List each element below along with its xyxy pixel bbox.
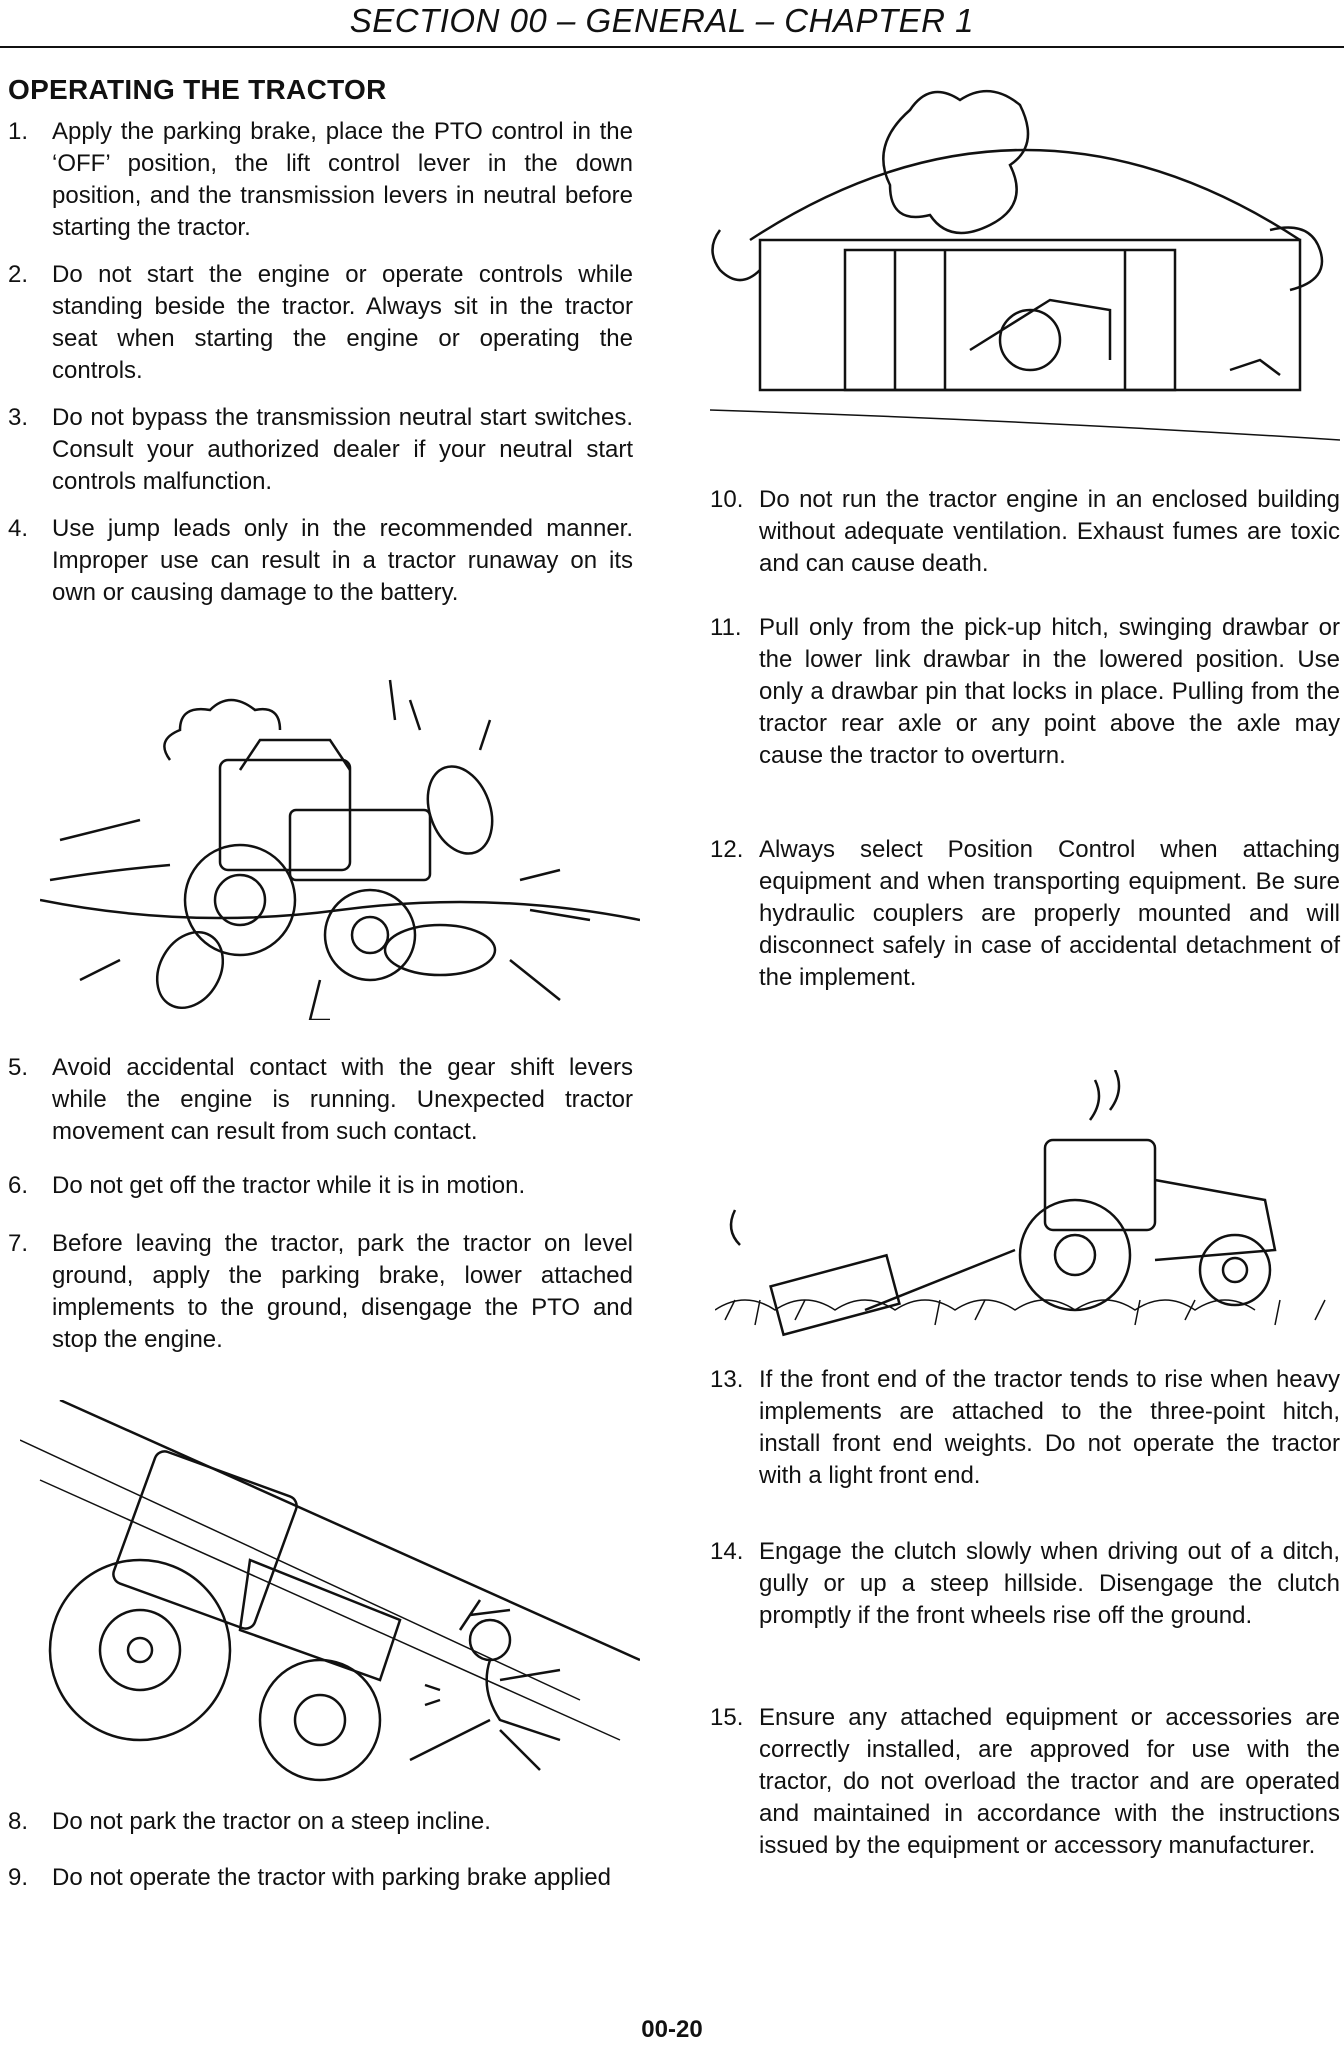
tractor-implement-icon: [715, 1070, 1340, 1350]
header-title: SECTION 00 – GENERAL – CHAPTER 1: [349, 2, 974, 39]
instruction-item-10: [710, 484, 1340, 580]
instruction-item-4: [8, 513, 633, 609]
instruction-item-1: [8, 116, 633, 244]
section-heading: OPERATING THE TRACTOR: [8, 74, 387, 105]
instruction-item-6: [8, 1170, 633, 1202]
item-number: 6.: [8, 1172, 29, 1199]
item-number: 5.: [8, 1054, 29, 1081]
tractor-crash-illustration: [40, 660, 640, 1020]
instruction-item-15: [710, 1702, 1340, 1862]
tractor-field-illustration: [715, 1070, 1340, 1350]
barn-smoke-icon: [710, 80, 1340, 460]
item-text: Engage the clutch slowly when driving out of a ditch, gully or up a steep hillside. Disengage the clutch promptly if the front wheels rise off the ground.: [759, 1538, 1340, 1629]
instruction-item-5: [8, 1052, 633, 1148]
item-number: 14.: [710, 1538, 744, 1565]
item-text: Apply the parking brake, place the PTO control in the ‘OFF’ position, the lift control lever in the down position, and the transmission levers in neutral before starting the tractor.: [52, 118, 633, 241]
instruction-item-13: [710, 1364, 1340, 1492]
item-number: 3.: [8, 404, 29, 431]
item-text: Use jump leads only in the recommended manner. Improper use can result in a tractor runaway on its own or causing damage to the battery.: [52, 515, 633, 606]
item-text: Do not operate the tractor with parking brake applied: [52, 1864, 611, 1891]
item-number: 8.: [8, 1808, 29, 1835]
item-text: Do not bypass the transmission neutral start switches. Consult your authorized dealer if your neutral start controls malfunction.: [52, 404, 633, 495]
page-number: 00-20: [641, 2016, 703, 2043]
item-text: If the front end of the tractor tends to rise when heavy implements are attached to the three-point hitch, install front end weights. Do not operate the tractor with a light front end.: [759, 1366, 1340, 1489]
item-text: Before leaving the tractor, park the tractor on level ground, apply the parking brake, lower attached implements to the ground, disengage the PTO and stop the engine.: [52, 1230, 633, 1353]
item-text: Do not run the tractor engine in an enclosed building without adequate ventilation. Exhaust fumes are toxic and can cause death.: [759, 486, 1340, 577]
item-number: 10.: [710, 486, 744, 513]
instruction-item-7: [8, 1228, 633, 1356]
item-number: 15.: [710, 1704, 744, 1731]
item-text: Do not park the tractor on a steep incline.: [52, 1808, 491, 1835]
item-number: 9.: [8, 1864, 29, 1891]
runaway-tractor-icon: [20, 1400, 640, 1820]
instruction-item-8: [8, 1806, 633, 1838]
item-number: 11.: [710, 614, 742, 641]
item-text: Do not get off the tractor while it is in motion.: [52, 1172, 526, 1199]
item-text: Do not start the engine or operate controls while standing beside the tractor. Always sit in the tractor seat when starting the engine or operating the controls.: [52, 261, 633, 384]
item-text: Ensure any attached equipment or accessories are correctly installed, are approved for use with the tractor, do not overload the tractor and are operated and maintained in accordance with the instructions issued by the equipment or accessory manufacturer.: [759, 1704, 1340, 1859]
instruction-item-12: [710, 834, 1340, 994]
item-number: 1.: [8, 118, 29, 145]
barn-exhaust-illustration: [710, 80, 1340, 460]
instruction-item-14: [710, 1536, 1340, 1632]
item-text: Avoid accidental contact with the gear shift levers while the engine is running. Unexpected tractor movement can result from such contact.: [52, 1054, 633, 1145]
item-number: 7.: [8, 1230, 29, 1257]
page-header: [0, 0, 1344, 48]
item-number: 13.: [710, 1366, 744, 1393]
instruction-item-9: [8, 1862, 633, 1894]
item-text: Always select Position Control when attaching equipment and when transporting equipment. Be sure hydraulic couplers are properly mounted and will disconnect safely in case of accidental detachment of the implement.: [759, 836, 1340, 991]
instruction-item-2: [8, 259, 633, 387]
item-number: 2.: [8, 261, 29, 288]
instruction-item-11: [710, 612, 1340, 772]
tractor-crash-icon: [40, 660, 640, 1020]
instruction-item-3: [8, 402, 633, 498]
runaway-tractor-illustration: [20, 1400, 640, 1820]
item-text: Pull only from the pick-up hitch, swinging drawbar or the lower link drawbar in the lowered position. Use only a drawbar pin that locks in place. Pulling from the tractor rear axle or any point above the axle may cause the tractor to overturn.: [759, 614, 1340, 769]
item-number: 4.: [8, 515, 29, 542]
item-number: 12.: [710, 836, 744, 863]
